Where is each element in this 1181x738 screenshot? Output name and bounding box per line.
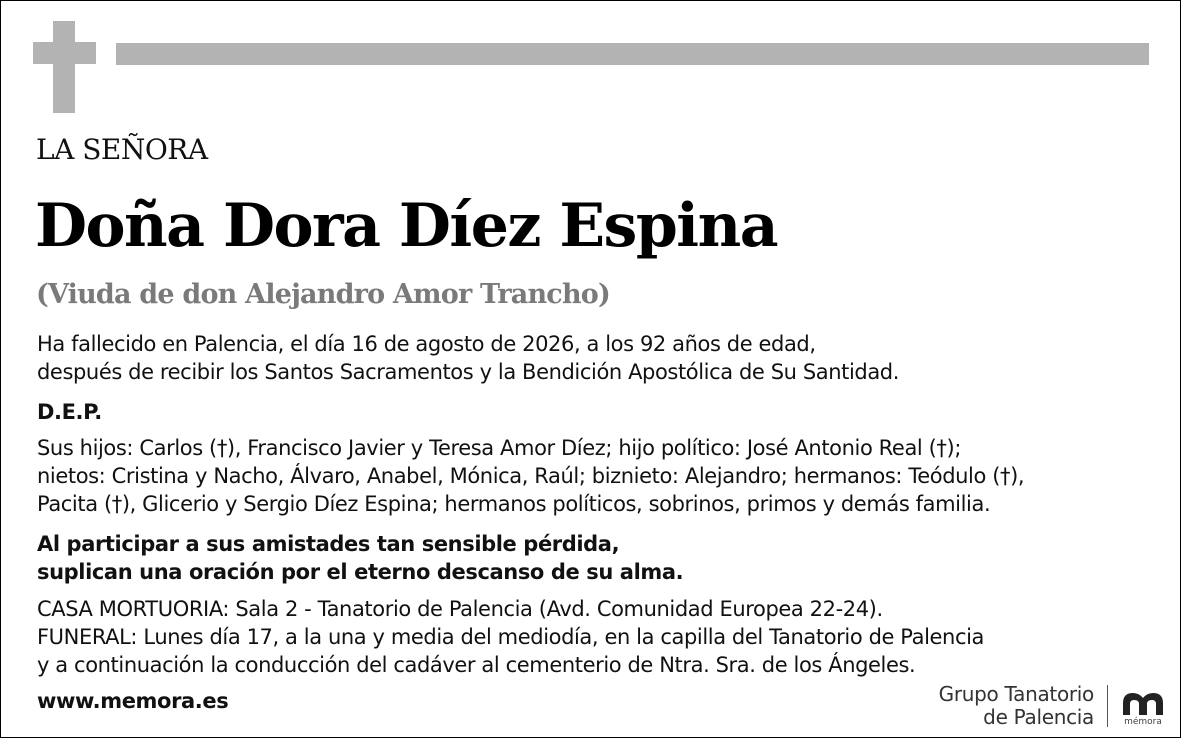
brand-divider xyxy=(1107,685,1108,727)
funeral-home-brand xyxy=(939,683,1094,729)
funeral-line: CASA MORTUORIA: Sala 2 - Tanatorio de Palencia (Avd. Comunidad Europea 22-24). xyxy=(37,597,883,621)
funeral-details xyxy=(37,595,984,679)
family-line: Pacita (†), Glicerio y Sergio Díez Espina; hermanos políticos, sobrinos, primos y demás familia. xyxy=(37,492,991,516)
prayer-line: Al participar a sus amistades tan sensible pérdida, xyxy=(37,532,620,556)
death-announcement xyxy=(37,330,899,386)
dep-label: D.E.P. xyxy=(37,400,102,424)
widow-of-subtitle: (Viuda de don Alejandro Amor Trancho) xyxy=(36,279,610,310)
death-line: después de recibir los Santos Sacramentos y la Bendición Apostólica de Su Santidad. xyxy=(37,360,900,384)
family-line: Sus hijos: Carlos (†), Francisco Javier y Teresa Amor Díez; hijo político: José Antonio Real (†); xyxy=(37,436,961,460)
family-list xyxy=(37,434,1024,518)
funeral-line: FUNERAL: Lunes día 17, a la una y media del mediodía, en la capilla del Tanatorio de Palencia xyxy=(37,625,984,649)
deceased-name: Doña Dora Díez Espina xyxy=(35,191,778,261)
cross-icon xyxy=(53,21,75,113)
prayer-line: suplican una oración por el eterno descanso de su alma. xyxy=(37,560,684,584)
salutation: LA SEÑORA xyxy=(36,133,208,166)
header-rule xyxy=(116,43,1149,65)
death-line: Ha fallecido en Palencia, el día 16 de agosto de 2026, a los 92 años de edad, xyxy=(37,332,816,356)
cross-icon-crossbar xyxy=(33,42,96,64)
family-line: nietos: Cristina y Nacho, Álvaro, Anabel, Mónica, Raúl; biznieto: Alejandro; hermanos: Teódulo (†), xyxy=(37,464,1025,488)
brand-line: Grupo Tanatorio xyxy=(938,682,1094,706)
website-link[interactable]: www.memora.es xyxy=(37,689,229,713)
funeral-line: y a continuación la conducción del cadáver al cementerio de Ntra. Sra. de los Ángeles. xyxy=(37,653,916,677)
brand-line: de Palencia xyxy=(983,705,1094,729)
logo-wordmark: mémora xyxy=(1124,717,1162,727)
prayer-request xyxy=(37,530,683,586)
